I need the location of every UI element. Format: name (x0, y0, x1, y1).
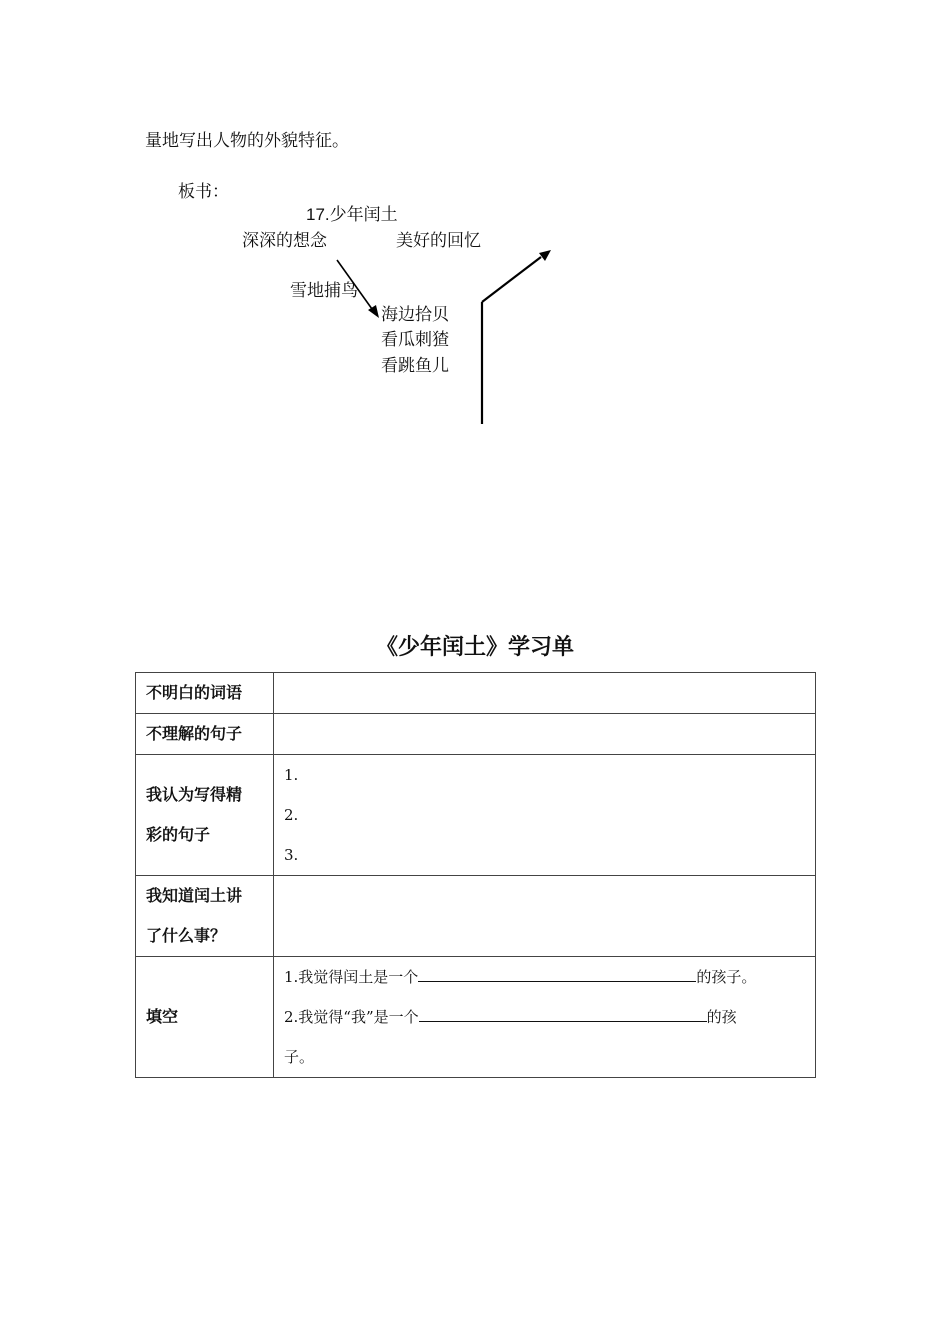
board-right-heading: 美好的回忆 (396, 231, 481, 251)
table-row-sentences (136, 714, 816, 755)
fill-2-prefix: 2.我觉得“我”是一个 (284, 1008, 419, 1026)
fill-blank-1[interactable] (418, 963, 696, 982)
fill-2-suffix: 的孩 (706, 1008, 737, 1026)
label-story-line2: 了什么事？ (146, 926, 227, 945)
label-wonderful-line1: 我认为写得精 (146, 785, 243, 804)
board-down-arrow-line (337, 260, 372, 309)
board-title-text: 少年闰土 (329, 205, 398, 225)
label-wonderful (136, 755, 274, 876)
label-words: 不明白的词语 (136, 673, 274, 714)
board-item-beach: 海边拾贝 (381, 305, 449, 325)
intro-text: 量地写出人物的外貌特征。 (145, 131, 349, 151)
fill-blank-2[interactable] (419, 1003, 707, 1022)
board-diagonal-arrow-line (482, 257, 541, 302)
label-story (136, 876, 274, 957)
table-row-words (136, 673, 816, 714)
answer-words[interactable] (274, 673, 816, 714)
board-diagram (0, 0, 950, 450)
fill-1-suffix: 的孩子。 (696, 968, 757, 986)
answer-fill (274, 957, 816, 1078)
answer-wonderful[interactable] (274, 755, 816, 876)
board-left-heading: 深深的想念 (242, 231, 327, 251)
answer-sentences[interactable] (274, 714, 816, 755)
fill-sentence-1 (284, 957, 815, 997)
answer-story[interactable] (274, 876, 816, 957)
table-row-wonderful (136, 755, 816, 876)
board-title-number: 17. (306, 205, 330, 224)
board-item-snow: 雪地捕鸟 (290, 281, 358, 301)
board-arrowhead-up (539, 250, 551, 261)
worksheet-title: 《少年闰土》学习单 (375, 635, 574, 660)
fill-sentence-2 (284, 997, 815, 1037)
table-row-fill (136, 957, 816, 1078)
board-item-melon: 看瓜刺猹 (381, 330, 449, 350)
label-wonderful-line2: 彩的句子 (146, 825, 211, 844)
label-story-line1: 我知道闰土讲 (146, 886, 243, 905)
label-fill: 填空 (136, 957, 274, 1078)
wonderful-item-3: 3. (284, 846, 299, 864)
fill-1-prefix: 1.我觉得闰土是一个 (284, 968, 419, 986)
worksheet-table (135, 672, 816, 1078)
label-sentences: 不理解的句子 (136, 714, 274, 755)
wonderful-item-1: 1. (284, 766, 299, 784)
wonderful-item-2: 2. (284, 806, 299, 824)
table-row-story (136, 876, 816, 957)
board-label: 板书： (178, 182, 229, 202)
board-item-fish: 看跳鱼儿 (381, 356, 449, 376)
fill-sentence-2-cont: 子。 (284, 1048, 315, 1066)
